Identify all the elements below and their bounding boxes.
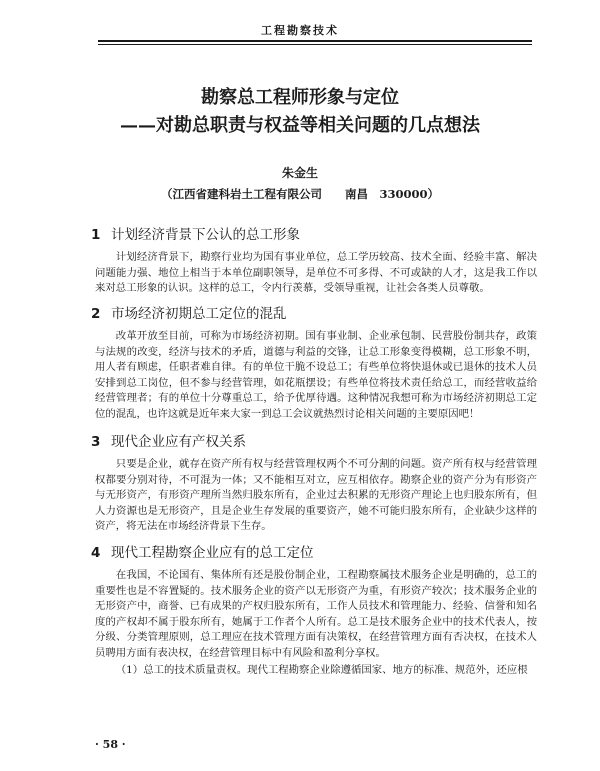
section-1 bbox=[91, 226, 537, 297]
paragraph: 改革开放至目前，可称为市场经济初期。国有事业制、企业承包制、民营股份制共存，政策与法规的改变，经济与技术的矛盾，道德与利益的交锋，让总工形象变得模糊，总工形象不明，用人者有顾虑，任职者难自律。有的单位干脆不设总工；有些单位将快退休或已退休的技术人员安排到总工岗位，但不参与经营管理，如花瓶摆设；有些单位将技术责任给总工，而经营收益给经营管理者；有的单位十分尊重总工，给予优厚待遇。这种情况我想可称为市场经济初期总工定位的混乱，也许这就是近年来大家一到总工会议就热烈讨论相关问题的主要原因吧！ bbox=[95, 330, 537, 420]
journal-header: 工程勘察技术 bbox=[261, 24, 339, 37]
article-title: 勘察总工程师形象与定位 bbox=[201, 87, 399, 108]
paragraph: 在我国，不论国有、集体所有还是股份制企业，工程勘察属技术服务企业是明确的，总工的重要性也是不容置疑的。技术服务企业的资产以无形资产为重，有形资产较次；技术服务企业的无形资产中，商誉、已有成果的产权归股东所有，工作人员技术和管理能力、经验、信誉和知名度的产权却不属于股东所有，她属于工作者个人所有。总工是技术服务企业中的技术代表人，按分级、分类管理原则，总工理应在技术管理方面有决策权，在经营管理方面有否决权，在技术人员聘用方面有表决权，在经营管理目标中有风险和盈利分享权。 bbox=[95, 569, 537, 659]
section-number: 3 bbox=[91, 434, 101, 450]
section-title: 计划经济背景下公认的总工形象 bbox=[111, 227, 300, 243]
paragraph: 只要是企业，就存在资产所有权与经营管理权两个不可分割的问题。资产所有权与经营管理权都要分别对待，不可混为一体；又不能相互对立，应互相依存。勘察企业的资产分为有形资产与无形资产，有形资产理所当然归股东所有，企业过去积累的无形资产理论上也归股东所有，但人力资源也是无形资产，且是企业生存发展的重要资产，她不可能归股东所有，企业缺少这样的资产，将无法在市场经济背景下生存。 bbox=[95, 458, 537, 532]
section-heading bbox=[91, 433, 537, 451]
paragraph: 计划经济背景下，勘察行业均为国有事业单位，总工学历较高、技术全面、经验丰富、解决问题能力强、地位上相当于本单位副职领导，是单位不可多得、不可或缺的人才，这是我工作以来对总工形象的认识。这样的总工，令内行羡慕，受领导重视，让社会各类人员尊敬。 bbox=[95, 251, 537, 294]
section-number: 2 bbox=[91, 306, 101, 322]
section-4 bbox=[91, 544, 537, 679]
section-title: 现代企业应有产权关系 bbox=[111, 434, 246, 450]
author-name: 朱金生 bbox=[281, 166, 318, 180]
section-3 bbox=[91, 433, 537, 535]
section-number: 4 bbox=[91, 545, 101, 561]
article-subtitle: ——对勘总职责与权益等相关问题的几点想法 bbox=[120, 115, 480, 136]
section-title: 现代工程勘察企业应有的总工定位 bbox=[111, 545, 314, 561]
section-number: 1 bbox=[91, 227, 101, 243]
section-heading bbox=[91, 226, 537, 244]
header-rule bbox=[98, 40, 532, 42]
title-block bbox=[40, 84, 560, 140]
section-2 bbox=[91, 305, 537, 422]
page-number: · 58 · bbox=[95, 738, 126, 751]
paragraph: （1）总工的技术质量责权。现代工程勘察企业除遵循国家、地方的标准、规范外，还应根 bbox=[115, 664, 528, 676]
author-affiliation: （江西省建科岩土工程有限公司 南昌 330000） bbox=[160, 187, 439, 201]
header-rule-thin bbox=[98, 44, 532, 45]
section-title: 市场经济初期总工定位的混乱 bbox=[111, 306, 287, 322]
section-heading bbox=[91, 544, 537, 562]
section-heading bbox=[91, 305, 537, 323]
